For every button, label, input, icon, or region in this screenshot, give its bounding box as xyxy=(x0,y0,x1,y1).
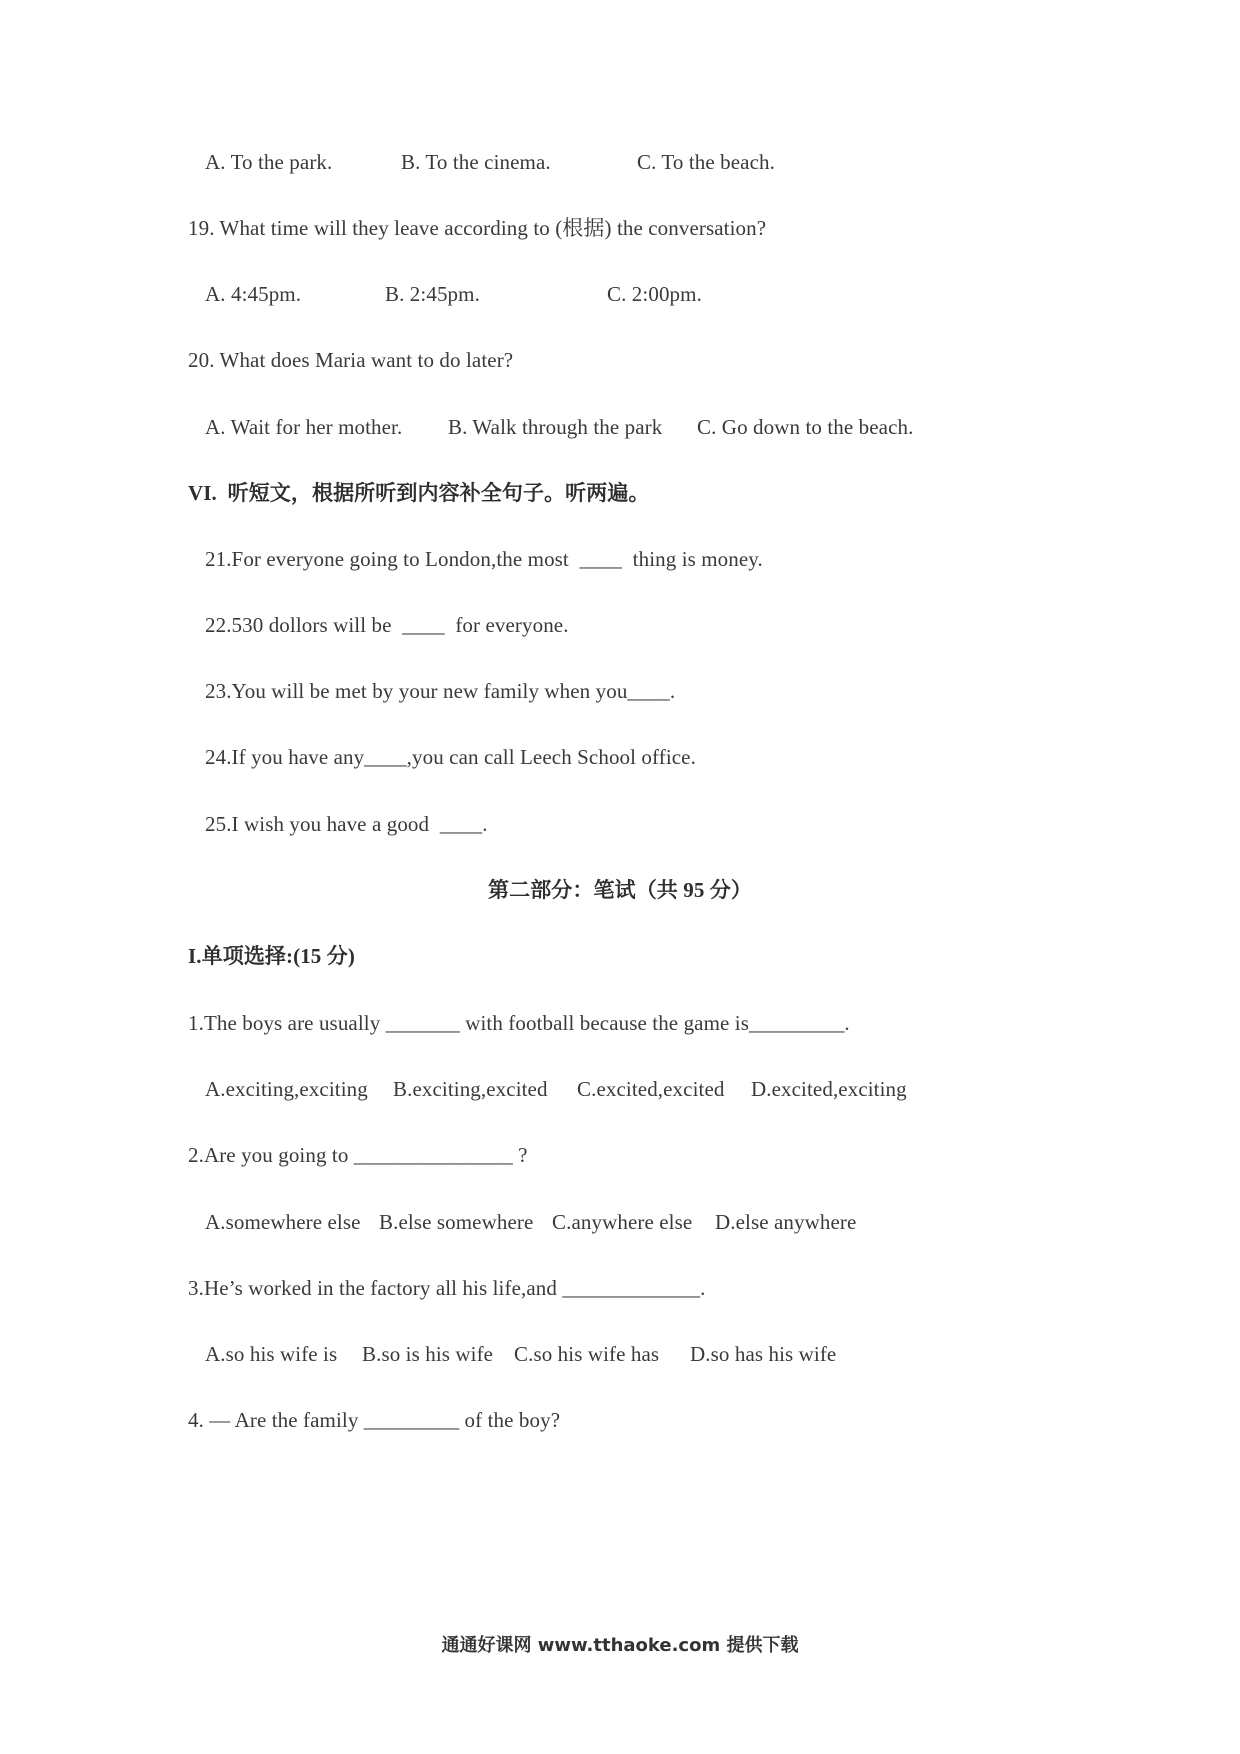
question-20: 20. What does Maria want to do later? xyxy=(188,348,514,372)
w2-option-b: B.else somewhere xyxy=(379,1210,534,1234)
w3-option-d: D.so has his wife xyxy=(690,1342,837,1366)
w1-option-d: D.excited,exciting xyxy=(751,1077,907,1101)
question-21: 21.For everyone going to London,the most ____ thing is money. xyxy=(205,547,763,571)
q20-option-a: A. Wait for her mother. xyxy=(205,415,403,439)
q19-option-c: C. 2:00pm. xyxy=(607,282,702,306)
w3-option-b: B.so is his wife xyxy=(362,1342,494,1366)
w1-option-b: B.exciting,excited xyxy=(393,1077,548,1101)
written-question-2: 2.Are you going to _______________ ? xyxy=(188,1143,528,1167)
question-19: 19. What time will they leave according to (根据) the conversation? xyxy=(188,216,767,240)
written-question-4: 4. — Are the family _________ of the boy? xyxy=(188,1408,561,1432)
w1-option-a: A.exciting,exciting xyxy=(205,1077,368,1101)
q18-option-c: C. To the beach. xyxy=(637,150,775,174)
q19-option-b: B. 2:45pm. xyxy=(385,282,480,306)
q20-option-b: B. Walk through the park xyxy=(448,415,663,439)
question-22: 22.530 dollors will be ____ for everyone. xyxy=(205,613,569,637)
w2-option-c: C.anywhere else xyxy=(552,1210,693,1234)
written-question-1: 1.The boys are usually _______ with football because the game is_________. xyxy=(188,1011,850,1035)
q19-option-a: A. 4:45pm. xyxy=(205,282,302,306)
question-23: 23.You will be met by your new family when you____. xyxy=(205,679,676,703)
w3-option-c: C.so his wife has xyxy=(514,1342,660,1366)
q18-option-a: A. To the park. xyxy=(205,150,333,174)
section-6-heading: VI. 听短文，根据所听到内容补全句子。听两遍。 xyxy=(188,481,650,505)
w3-option-a: A.so his wife is xyxy=(205,1342,338,1366)
question-25: 25.I wish you have a good ____. xyxy=(205,812,488,836)
part-2-title: 第二部分：笔试（共 95 分） xyxy=(488,878,752,902)
w2-option-d: D.else anywhere xyxy=(715,1210,857,1234)
written-question-3: 3.He’s worked in the factory all his life,and _____________. xyxy=(188,1276,706,1300)
w1-option-c: C.excited,excited xyxy=(577,1077,725,1101)
question-24: 24.If you have any____,you can call Leech School office. xyxy=(205,745,696,769)
w2-option-a: A.somewhere else xyxy=(205,1210,361,1234)
q20-option-c: C. Go down to the beach. xyxy=(697,415,914,439)
section-1-heading: I.单项选择:(15 分) xyxy=(188,944,355,968)
page-footer: 通通好课网 www.tthaoke.com 提供下载 xyxy=(441,1635,799,1656)
q18-option-b: B. To the cinema. xyxy=(401,150,551,174)
